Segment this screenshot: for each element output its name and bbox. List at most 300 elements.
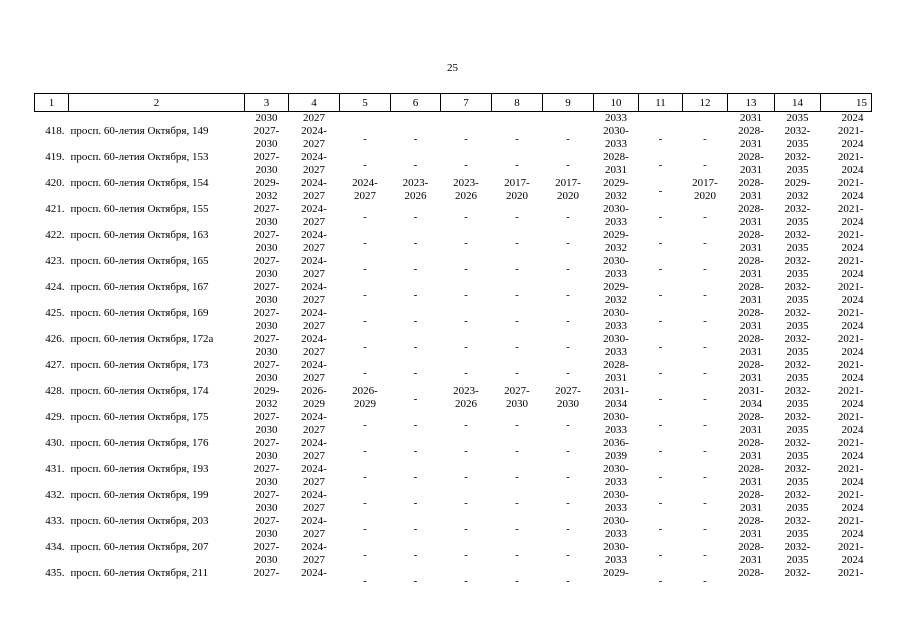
period-cell: 2021- 2024 xyxy=(837,177,864,202)
table-row xyxy=(35,359,872,385)
address-cell: просп. 60-летия Октября, 175 xyxy=(70,411,209,423)
period-cell: - xyxy=(515,289,519,301)
period-cell: 2024- 2027 xyxy=(301,177,327,202)
address-cell: просп. 60-летия Октября, 176 xyxy=(70,437,209,449)
period-cell: 2024- 2027 xyxy=(301,229,327,254)
period-cell: - xyxy=(363,315,367,327)
period-cell: - xyxy=(413,419,418,431)
period-cell: 2021- 2024 xyxy=(837,203,864,228)
period-cell: - xyxy=(363,341,367,353)
row-number: 433. xyxy=(45,515,65,527)
period-cell: 2021- 2024 xyxy=(837,229,864,254)
table-row xyxy=(35,385,872,411)
period-cell: - xyxy=(658,471,663,483)
period-cell: 2021- 2024 xyxy=(837,281,864,306)
period-cell: 2030- 2033 xyxy=(603,541,629,566)
period-cell: 2029- 2032 xyxy=(253,177,280,202)
period-cell: 2027- 2030 xyxy=(253,307,280,332)
row-number: 432. xyxy=(45,489,65,501)
period-cell: - xyxy=(413,471,418,483)
period-cell: - xyxy=(515,367,519,379)
period-cell: - xyxy=(658,497,663,509)
period-cell: - xyxy=(464,263,468,275)
schedule-table xyxy=(34,93,872,593)
period-cell: - xyxy=(413,575,418,587)
column-header-6: 6 xyxy=(391,94,441,112)
period-cell: 2032- 2035 xyxy=(784,255,811,280)
period-cell: 2028- 2031 xyxy=(738,333,764,358)
period-cell: 2024- 2027 xyxy=(301,515,327,540)
period-cell: 2028- 2031 xyxy=(738,151,764,176)
period-cell: - xyxy=(658,237,663,249)
period-cell: 2032- 2035 xyxy=(784,125,811,150)
continuation-cell: 2024 xyxy=(841,112,864,124)
column-header-2: 2 xyxy=(69,94,245,112)
continuation-row xyxy=(35,112,872,126)
period-cell: - xyxy=(566,237,570,249)
period-cell: - xyxy=(413,263,418,275)
period-cell: - xyxy=(363,497,367,509)
row-number: 419. xyxy=(45,151,65,163)
period-cell: - xyxy=(464,575,468,587)
period-cell: 2028- 2031 xyxy=(738,463,764,488)
period-cell: 2030- 2033 xyxy=(603,463,629,488)
period-cell: 2032- 2035 xyxy=(784,411,811,436)
period-cell: - xyxy=(363,471,367,483)
column-header-8: 8 xyxy=(492,94,543,112)
period-cell: 2027- 2030 xyxy=(253,203,280,228)
row-number: 422. xyxy=(45,229,65,241)
period-cell: - xyxy=(413,133,418,145)
period-cell: 2027- 2030 xyxy=(253,333,280,358)
row-number: 423. xyxy=(45,255,65,267)
period-cell: 2027- xyxy=(253,567,280,579)
column-header-9: 9 xyxy=(543,94,594,112)
period-cell: 2027- 2030 xyxy=(253,255,280,280)
period-cell: - xyxy=(658,575,663,587)
column-header-3: 3 xyxy=(245,94,289,112)
period-cell: - xyxy=(658,289,663,301)
period-cell: 2027- 2030 xyxy=(504,385,530,410)
period-cell: 2024- 2027 xyxy=(301,437,327,462)
row-number: 429. xyxy=(45,411,65,423)
column-header-12: 12 xyxy=(683,94,728,112)
period-cell: 2024- 2027 xyxy=(301,281,327,306)
address-cell: просп. 60-летия Октября, 199 xyxy=(70,489,209,501)
period-cell: - xyxy=(363,419,367,431)
period-cell: 2023- 2026 xyxy=(453,177,479,202)
period-cell: - xyxy=(658,263,663,275)
period-cell: 2028- 2031 xyxy=(603,359,629,384)
period-cell: 2027- 2030 xyxy=(253,489,280,514)
period-cell: - xyxy=(413,367,418,379)
address-cell: просп. 60-летия Октября, 165 xyxy=(70,255,209,267)
period-cell: - xyxy=(566,523,570,535)
period-cell: 2021- 2024 xyxy=(837,255,864,280)
period-cell: - xyxy=(363,575,367,587)
period-cell: 2026- 2029 xyxy=(352,385,378,410)
period-cell: 2017- 2020 xyxy=(555,177,581,202)
row-number: 427. xyxy=(45,359,65,371)
table-row xyxy=(35,463,872,489)
period-cell: - xyxy=(658,185,663,197)
period-cell: 2024- 2027 xyxy=(301,255,327,280)
period-cell: 2023- 2026 xyxy=(453,385,479,410)
period-cell: 2027- 2030 xyxy=(253,281,280,306)
period-cell: - xyxy=(464,133,468,145)
period-cell: - xyxy=(464,549,468,561)
period-cell: 2027- 2030 xyxy=(253,359,280,384)
period-cell: - xyxy=(658,523,663,535)
period-cell: - xyxy=(566,341,570,353)
period-cell: - xyxy=(464,315,468,327)
period-cell: - xyxy=(363,211,367,223)
table-row xyxy=(35,255,872,281)
period-cell: - xyxy=(703,263,707,275)
period-cell: - xyxy=(515,445,519,457)
period-cell: - xyxy=(566,445,570,457)
column-header-7: 7 xyxy=(441,94,492,112)
period-cell: - xyxy=(703,133,707,145)
continuation-cell: 2035 xyxy=(786,112,809,124)
period-cell: - xyxy=(566,159,570,171)
period-cell: 2024- 2027 xyxy=(301,333,327,358)
row-number: 435. xyxy=(45,567,65,579)
table-row xyxy=(35,203,872,229)
period-cell: 2028- xyxy=(738,567,764,579)
period-cell: - xyxy=(703,575,707,587)
period-cell: 2023- 2026 xyxy=(402,177,429,202)
period-cell: 2021- 2024 xyxy=(837,385,864,410)
period-cell: - xyxy=(515,133,519,145)
period-cell: - xyxy=(464,471,468,483)
period-cell: - xyxy=(515,497,519,509)
period-cell: 2027- 2030 xyxy=(253,125,280,150)
period-cell: - xyxy=(703,367,707,379)
address-cell: просп. 60-летия Октября, 149 xyxy=(70,125,209,137)
period-cell: - xyxy=(464,341,468,353)
period-cell: 2032- 2035 xyxy=(784,229,811,254)
period-cell: 2031- 2034 xyxy=(738,385,764,410)
period-cell: 2030- 2033 xyxy=(603,203,629,228)
period-cell: 2028- 2031 xyxy=(738,489,764,514)
period-cell: - xyxy=(703,549,707,561)
row-number: 421. xyxy=(45,203,65,215)
period-cell: - xyxy=(566,315,570,327)
period-cell: 2032- 2035 xyxy=(784,385,811,410)
period-cell: 2029- 2032 xyxy=(603,177,629,202)
row-number: 425. xyxy=(45,307,65,319)
row-number: 424. xyxy=(45,281,65,293)
period-cell: - xyxy=(566,211,570,223)
period-cell: - xyxy=(515,315,519,327)
row-number: 418. xyxy=(45,125,65,137)
period-cell: - xyxy=(703,497,707,509)
address-cell: просп. 60-летия Октября, 163 xyxy=(70,229,209,241)
period-cell: 2027- 2030 xyxy=(253,151,280,176)
row-number: 430. xyxy=(45,437,65,449)
period-cell: - xyxy=(515,159,519,171)
continuation-cell xyxy=(492,112,543,126)
period-cell: - xyxy=(363,263,367,275)
period-cell: - xyxy=(703,315,707,327)
period-cell: - xyxy=(566,549,570,561)
continuation-cell: 2027 xyxy=(303,112,325,124)
table-row xyxy=(35,333,872,359)
period-cell: 2024- xyxy=(301,567,327,579)
period-cell: 2027- 2030 xyxy=(253,437,280,462)
period-cell: - xyxy=(464,367,468,379)
period-cell: 2029- 2032 xyxy=(784,177,811,202)
period-cell: - xyxy=(413,497,418,509)
table-row xyxy=(35,125,872,151)
period-cell: - xyxy=(515,211,519,223)
period-cell: 2027- 2030 xyxy=(253,541,280,566)
table-row xyxy=(35,489,872,515)
period-cell: - xyxy=(658,133,663,145)
period-cell: - xyxy=(413,237,418,249)
table-row xyxy=(35,229,872,255)
period-cell: - xyxy=(566,575,570,587)
table-row xyxy=(35,307,872,333)
period-cell: - xyxy=(703,445,707,457)
period-cell: 2027- 2030 xyxy=(555,385,581,410)
period-cell: 2030- 2033 xyxy=(603,411,629,436)
address-cell: просп. 60-летия Октября, 169 xyxy=(70,307,209,319)
period-cell: - xyxy=(515,523,519,535)
period-cell: - xyxy=(515,575,519,587)
table-row xyxy=(35,281,872,307)
period-cell: 2021- 2024 xyxy=(837,541,864,566)
table-row xyxy=(35,177,872,203)
period-cell: 2021- 2024 xyxy=(837,437,864,462)
continuation-cell: 2033 xyxy=(605,112,627,124)
period-cell: - xyxy=(658,315,663,327)
period-cell: 2029- xyxy=(603,567,629,579)
address-cell: просп. 60-летия Октября, 203 xyxy=(70,515,209,527)
table-row xyxy=(35,541,872,567)
period-cell: - xyxy=(566,263,570,275)
period-cell: 2024- 2027 xyxy=(301,541,327,566)
period-cell: 2030- 2033 xyxy=(603,307,629,332)
column-header-11: 11 xyxy=(639,94,683,112)
address-cell: просп. 60-летия Октября, 167 xyxy=(70,281,209,293)
continuation-cell xyxy=(391,112,441,126)
period-cell: 2024- 2027 xyxy=(301,203,327,228)
period-cell: - xyxy=(658,445,663,457)
period-cell: - xyxy=(658,159,663,171)
period-cell: - xyxy=(363,367,367,379)
period-cell: 2032- 2035 xyxy=(784,463,811,488)
period-cell: 2029- 2032 xyxy=(253,385,280,410)
period-cell: 2028- 2031 xyxy=(738,255,764,280)
period-cell: 2032- 2035 xyxy=(784,307,811,332)
period-cell: - xyxy=(464,237,468,249)
period-cell: 2024- 2027 xyxy=(301,411,327,436)
period-cell: - xyxy=(363,549,367,561)
period-cell: 2028- 2031 xyxy=(738,307,764,332)
period-cell: 2030- 2033 xyxy=(603,489,629,514)
period-cell: - xyxy=(658,549,663,561)
period-cell: 2031- 2034 xyxy=(603,385,629,410)
period-cell: - xyxy=(363,445,367,457)
period-cell: - xyxy=(658,367,663,379)
period-cell: 2017- 2020 xyxy=(692,177,718,202)
table-row xyxy=(35,567,872,593)
address-cell: просп. 60-летия Октября, 174 xyxy=(70,385,209,397)
period-cell: 2032- xyxy=(784,567,811,579)
period-cell: 2021- xyxy=(837,567,864,579)
period-cell: 2029- 2032 xyxy=(603,281,629,306)
row-number: 420. xyxy=(45,177,65,189)
period-cell: - xyxy=(515,549,519,561)
period-cell: - xyxy=(464,289,468,301)
period-cell: 2017- 2020 xyxy=(504,177,530,202)
continuation-cell: 2030 xyxy=(255,112,278,124)
period-cell: - xyxy=(413,523,418,535)
period-cell: 2028- 2031 xyxy=(738,541,764,566)
address-cell: просп. 60-летия Октября, 207 xyxy=(70,541,209,553)
period-cell: - xyxy=(658,419,663,431)
period-cell: - xyxy=(515,263,519,275)
period-cell: - xyxy=(658,393,663,405)
period-cell: - xyxy=(658,341,663,353)
period-cell: 2021- 2024 xyxy=(837,125,864,150)
column-header-10: 10 xyxy=(594,94,639,112)
period-cell: - xyxy=(515,419,519,431)
row-number: 426. xyxy=(45,333,65,345)
column-header-14: 14 xyxy=(775,94,821,112)
period-cell: - xyxy=(703,523,707,535)
page-number: 25 xyxy=(447,62,458,74)
period-cell: - xyxy=(703,341,707,353)
period-cell: 2028- 2031 xyxy=(603,151,629,176)
period-cell: 2029- 2032 xyxy=(603,229,629,254)
continuation-cell xyxy=(683,112,728,126)
period-cell: - xyxy=(464,523,468,535)
period-cell: - xyxy=(413,445,418,457)
period-cell: 2026- 2029 xyxy=(301,385,327,410)
table-row xyxy=(35,515,872,541)
table-row xyxy=(35,411,872,437)
period-cell: - xyxy=(703,393,707,405)
table-row xyxy=(35,437,872,463)
period-cell: - xyxy=(413,211,418,223)
column-number-row xyxy=(35,94,872,112)
period-cell: - xyxy=(703,471,707,483)
period-cell: - xyxy=(703,289,707,301)
period-cell: - xyxy=(464,211,468,223)
period-cell: - xyxy=(363,133,367,145)
period-cell: 2032- 2035 xyxy=(784,281,811,306)
period-cell: 2027- 2030 xyxy=(253,463,280,488)
period-cell: - xyxy=(566,497,570,509)
period-cell: 2021- 2024 xyxy=(837,333,864,358)
period-cell: 2032- 2035 xyxy=(784,359,811,384)
period-cell: - xyxy=(566,133,570,145)
continuation-cell: 2031 xyxy=(740,112,762,124)
period-cell: - xyxy=(413,393,418,405)
continuation-cell xyxy=(69,112,245,126)
address-cell: просп. 60-летия Октября, 155 xyxy=(70,203,209,215)
period-cell: - xyxy=(413,159,418,171)
period-cell: - xyxy=(464,497,468,509)
period-cell: - xyxy=(566,289,570,301)
period-cell: - xyxy=(658,211,663,223)
address-cell: просп. 60-летия Октября, 154 xyxy=(70,177,209,189)
period-cell: - xyxy=(464,419,468,431)
period-cell: 2027- 2030 xyxy=(253,411,280,436)
continuation-cell xyxy=(340,112,391,126)
address-cell: просп. 60-летия Октября, 211 xyxy=(70,567,209,579)
period-cell: 2021- 2024 xyxy=(837,151,864,176)
period-cell: 2027- 2030 xyxy=(253,515,280,540)
period-cell: 2021- 2024 xyxy=(837,307,864,332)
row-number: 434. xyxy=(45,541,65,553)
period-cell: 2024- 2027 xyxy=(301,489,327,514)
continuation-cell xyxy=(35,112,69,126)
column-header-5: 5 xyxy=(340,94,391,112)
period-cell: 2021- 2024 xyxy=(837,411,864,436)
address-cell: просп. 60-летия Октября, 172а xyxy=(70,333,214,345)
period-cell: - xyxy=(413,289,418,301)
period-cell: - xyxy=(413,549,418,561)
address-cell: просп. 60-летия Октября, 193 xyxy=(70,463,209,475)
period-cell: 2027- 2030 xyxy=(253,229,280,254)
period-cell: 2030- 2033 xyxy=(603,333,629,358)
period-cell: 2030- 2033 xyxy=(603,255,629,280)
period-cell: 2036- 2039 xyxy=(603,437,629,462)
period-cell: 2024- 2027 xyxy=(301,125,327,150)
period-cell: 2028- 2031 xyxy=(738,515,764,540)
period-cell: 2032- 2035 xyxy=(784,151,811,176)
row-number: 428. xyxy=(45,385,65,397)
period-cell: - xyxy=(703,211,707,223)
table-row xyxy=(35,151,872,177)
period-cell: 2024- 2027 xyxy=(301,463,327,488)
period-cell: 2021- 2024 xyxy=(837,463,864,488)
period-cell: 2028- 2031 xyxy=(738,203,764,228)
continuation-cell xyxy=(543,112,594,126)
period-cell: - xyxy=(703,159,707,171)
period-cell: - xyxy=(566,367,570,379)
period-cell: 2032- 2035 xyxy=(784,203,811,228)
period-cell: 2032- 2035 xyxy=(784,515,811,540)
period-cell: - xyxy=(363,159,367,171)
period-cell: - xyxy=(464,445,468,457)
column-header-13: 13 xyxy=(728,94,775,112)
period-cell: 2024- 2027 xyxy=(301,151,327,176)
period-cell: - xyxy=(363,237,367,249)
period-cell: 2024- 2027 xyxy=(301,307,327,332)
period-cell: - xyxy=(703,237,707,249)
period-cell: 2024- 2027 xyxy=(301,359,327,384)
period-cell: 2032- 2035 xyxy=(784,333,811,358)
column-header-4: 4 xyxy=(289,94,340,112)
period-cell: 2028- 2031 xyxy=(738,437,764,462)
period-cell: - xyxy=(363,289,367,301)
address-cell: просп. 60-летия Октября, 173 xyxy=(70,359,209,371)
period-cell: - xyxy=(413,315,418,327)
period-cell: 2030- 2033 xyxy=(603,515,629,540)
period-cell: - xyxy=(464,159,468,171)
period-cell: 2032- 2035 xyxy=(784,437,811,462)
period-cell: 2028- 2031 xyxy=(738,281,764,306)
period-cell: - xyxy=(515,471,519,483)
period-cell: - xyxy=(566,471,570,483)
period-cell: 2028- 2031 xyxy=(738,125,764,150)
period-cell: - xyxy=(515,341,519,353)
